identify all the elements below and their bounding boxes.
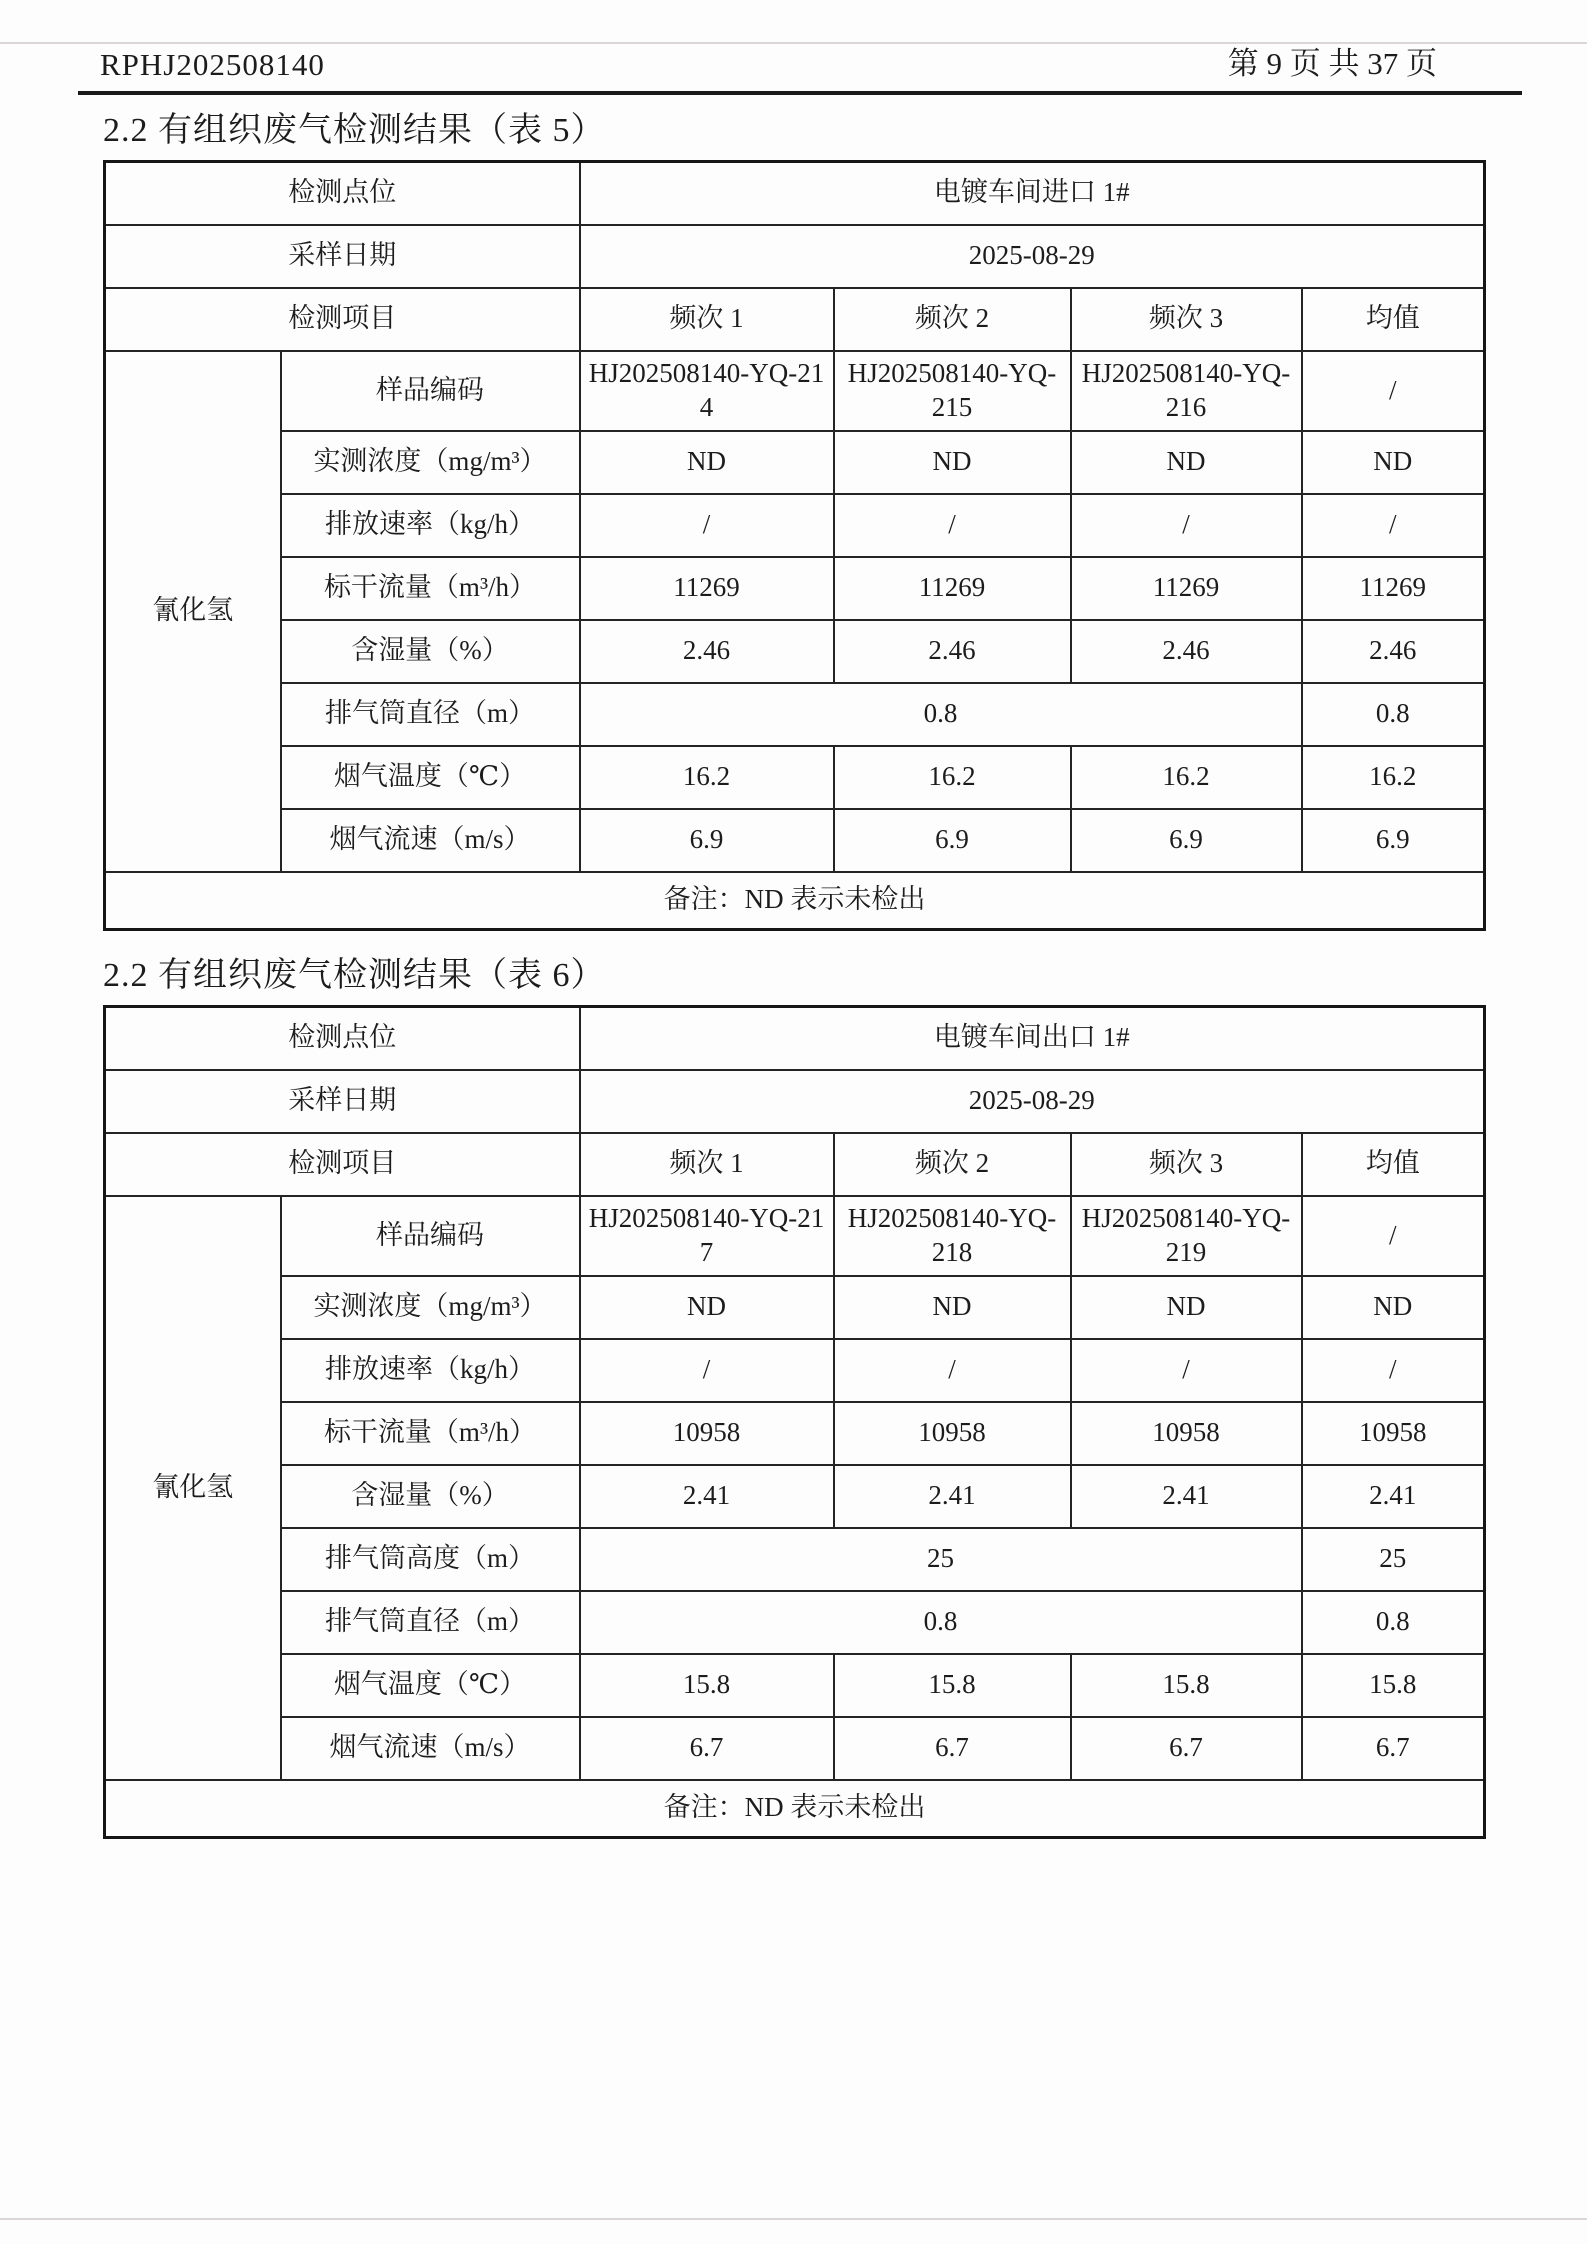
value-cell: HJ202508140-YQ-214 bbox=[580, 351, 834, 431]
value-cell: 11269 bbox=[580, 557, 834, 620]
value-cell: 16.2 bbox=[834, 746, 1071, 809]
table-row bbox=[105, 225, 1485, 288]
value-cell: ND bbox=[1302, 431, 1485, 494]
value-cell: 6.7 bbox=[1302, 1717, 1485, 1780]
value-cell: 6.7 bbox=[580, 1717, 834, 1780]
date-value-cell: 2025-08-29 bbox=[580, 225, 1485, 288]
table-row bbox=[105, 1276, 1485, 1339]
value-cell: / bbox=[1302, 351, 1485, 431]
value-cell: 6.9 bbox=[1071, 809, 1302, 872]
value-cell: 11269 bbox=[834, 557, 1071, 620]
param-cell: 烟气流速（m/s） bbox=[281, 809, 580, 872]
note-cell: 备注：ND 表示未检出 bbox=[105, 872, 1485, 930]
param-cell: 标干流量（m³/h） bbox=[281, 1402, 580, 1465]
value-cell: ND bbox=[1071, 431, 1302, 494]
table-row bbox=[105, 1717, 1485, 1780]
value-cell: 0.8 bbox=[1302, 683, 1485, 746]
value-cell: 2.46 bbox=[1071, 620, 1302, 683]
table-row bbox=[105, 1339, 1485, 1402]
point-label-cell: 检测点位 bbox=[105, 162, 580, 225]
value-cell: / bbox=[834, 494, 1071, 557]
param-cell: 烟气流速（m/s） bbox=[281, 1717, 580, 1780]
avg-header-cell: 均值 bbox=[1302, 1133, 1485, 1196]
point-label-cell: 检测点位 bbox=[105, 1007, 580, 1070]
freq2-header-cell: 频次 2 bbox=[834, 1133, 1071, 1196]
value-cell: 2.41 bbox=[1071, 1465, 1302, 1528]
table-row bbox=[105, 351, 1485, 431]
value-cell: 10958 bbox=[1302, 1402, 1485, 1465]
table-row bbox=[105, 288, 1485, 351]
value-cell: 15.8 bbox=[1071, 1654, 1302, 1717]
table-row bbox=[105, 557, 1485, 620]
value-cell: 2.46 bbox=[580, 620, 834, 683]
document-number: RPHJ202508140 bbox=[100, 47, 325, 82]
value-cell: / bbox=[1302, 1339, 1485, 1402]
value-cell: / bbox=[1071, 1339, 1302, 1402]
value-cell: 10958 bbox=[580, 1402, 834, 1465]
note-cell: 备注：ND 表示未检出 bbox=[105, 1780, 1485, 1838]
analyte-cell: 氰化氢 bbox=[105, 1196, 281, 1780]
value-cell: HJ202508140-YQ-218 bbox=[834, 1196, 1071, 1276]
table-row bbox=[105, 1402, 1485, 1465]
freq2-header-cell: 频次 2 bbox=[834, 288, 1071, 351]
param-cell: 排气筒直径（m） bbox=[281, 1591, 580, 1654]
item-label-cell: 检测项目 bbox=[105, 288, 580, 351]
param-cell: 含湿量（%） bbox=[281, 1465, 580, 1528]
table-row bbox=[105, 1133, 1485, 1196]
param-cell: 烟气温度（℃） bbox=[281, 1654, 580, 1717]
table-row bbox=[105, 1007, 1485, 1070]
param-cell: 含湿量（%） bbox=[281, 620, 580, 683]
value-cell: / bbox=[834, 1339, 1071, 1402]
value-cell: 0.8 bbox=[1302, 1591, 1485, 1654]
param-cell: 样品编码 bbox=[281, 351, 580, 431]
param-cell: 排气筒高度（m） bbox=[281, 1528, 580, 1591]
value-cell: / bbox=[1302, 494, 1485, 557]
param-cell: 标干流量（m³/h） bbox=[281, 557, 580, 620]
table-row bbox=[105, 1780, 1485, 1838]
page-number-indicator: 第 9 页 共 37 页 bbox=[1227, 46, 1437, 81]
table-row bbox=[105, 746, 1485, 809]
date-label-cell: 采样日期 bbox=[105, 225, 580, 288]
table-row bbox=[105, 1654, 1485, 1717]
param-cell: 排放速率（kg/h） bbox=[281, 494, 580, 557]
table-5 bbox=[103, 160, 1486, 931]
point-value-cell: 电镀车间进口 1# bbox=[580, 162, 1485, 225]
value-cell: / bbox=[580, 494, 834, 557]
value-cell: 6.7 bbox=[1071, 1717, 1302, 1780]
value-cell: 15.8 bbox=[580, 1654, 834, 1717]
value-cell: 2.41 bbox=[580, 1465, 834, 1528]
param-cell: 样品编码 bbox=[281, 1196, 580, 1276]
value-cell: 11269 bbox=[1302, 557, 1485, 620]
param-cell: 排气筒直径（m） bbox=[281, 683, 580, 746]
table-row bbox=[105, 1465, 1485, 1528]
value-cell: ND bbox=[1071, 1276, 1302, 1339]
freq1-header-cell: 频次 1 bbox=[580, 288, 834, 351]
value-cell: ND bbox=[580, 1276, 834, 1339]
merged-value-cell: 0.8 bbox=[580, 683, 1302, 746]
value-cell: 10958 bbox=[834, 1402, 1071, 1465]
table-row bbox=[105, 1196, 1485, 1276]
value-cell: 11269 bbox=[1071, 557, 1302, 620]
param-cell: 排放速率（kg/h） bbox=[281, 1339, 580, 1402]
table-row bbox=[105, 683, 1485, 746]
date-label-cell: 采样日期 bbox=[105, 1070, 580, 1133]
table-row bbox=[105, 162, 1485, 225]
page-header bbox=[78, 38, 1522, 95]
value-cell: / bbox=[1302, 1196, 1485, 1276]
value-cell: HJ202508140-YQ-216 bbox=[1071, 351, 1302, 431]
value-cell: 2.41 bbox=[834, 1465, 1071, 1528]
table-row bbox=[105, 872, 1485, 930]
value-cell: / bbox=[580, 1339, 834, 1402]
table-row bbox=[105, 1070, 1485, 1133]
value-cell: ND bbox=[834, 431, 1071, 494]
value-cell: 2.46 bbox=[834, 620, 1071, 683]
value-cell: 6.9 bbox=[1302, 809, 1485, 872]
value-cell: HJ202508140-YQ-217 bbox=[580, 1196, 834, 1276]
value-cell: HJ202508140-YQ-215 bbox=[834, 351, 1071, 431]
merged-value-cell: 0.8 bbox=[580, 1591, 1302, 1654]
avg-header-cell: 均值 bbox=[1302, 288, 1485, 351]
param-cell: 烟气温度（℃） bbox=[281, 746, 580, 809]
value-cell: 6.9 bbox=[580, 809, 834, 872]
point-value-cell: 电镀车间出口 1# bbox=[580, 1007, 1485, 1070]
value-cell: 16.2 bbox=[1302, 746, 1485, 809]
section-title-table5: 2.2 有组织废气检测结果（表 5） bbox=[103, 112, 606, 149]
value-cell: 16.2 bbox=[580, 746, 834, 809]
analyte-cell: 氰化氢 bbox=[105, 351, 281, 872]
table-row bbox=[105, 1591, 1485, 1654]
value-cell: 2.41 bbox=[1302, 1465, 1485, 1528]
freq3-header-cell: 频次 3 bbox=[1071, 288, 1302, 351]
section-title-table6: 2.2 有组织废气检测结果（表 6） bbox=[103, 957, 606, 994]
table-6 bbox=[103, 1005, 1486, 1839]
value-cell: 6.9 bbox=[834, 809, 1071, 872]
table-row bbox=[105, 431, 1485, 494]
table-row bbox=[105, 809, 1485, 872]
value-cell: HJ202508140-YQ-219 bbox=[1071, 1196, 1302, 1276]
value-cell: 25 bbox=[1302, 1528, 1485, 1591]
param-cell: 实测浓度（mg/m³） bbox=[281, 431, 580, 494]
table-row bbox=[105, 494, 1485, 557]
value-cell: 6.7 bbox=[834, 1717, 1071, 1780]
value-cell: 16.2 bbox=[1071, 746, 1302, 809]
freq1-header-cell: 频次 1 bbox=[580, 1133, 834, 1196]
page-content bbox=[103, 102, 1495, 1839]
table-row bbox=[105, 620, 1485, 683]
value-cell: ND bbox=[1302, 1276, 1485, 1339]
value-cell: ND bbox=[580, 431, 834, 494]
scan-artifact-bottom bbox=[0, 2218, 1587, 2220]
merged-value-cell: 25 bbox=[580, 1528, 1302, 1591]
item-label-cell: 检测项目 bbox=[105, 1133, 580, 1196]
date-value-cell: 2025-08-29 bbox=[580, 1070, 1485, 1133]
value-cell: 15.8 bbox=[834, 1654, 1071, 1717]
value-cell: / bbox=[1071, 494, 1302, 557]
table-row bbox=[105, 1528, 1485, 1591]
value-cell: 15.8 bbox=[1302, 1654, 1485, 1717]
value-cell: 2.46 bbox=[1302, 620, 1485, 683]
freq3-header-cell: 频次 3 bbox=[1071, 1133, 1302, 1196]
value-cell: 10958 bbox=[1071, 1402, 1302, 1465]
value-cell: ND bbox=[834, 1276, 1071, 1339]
param-cell: 实测浓度（mg/m³） bbox=[281, 1276, 580, 1339]
